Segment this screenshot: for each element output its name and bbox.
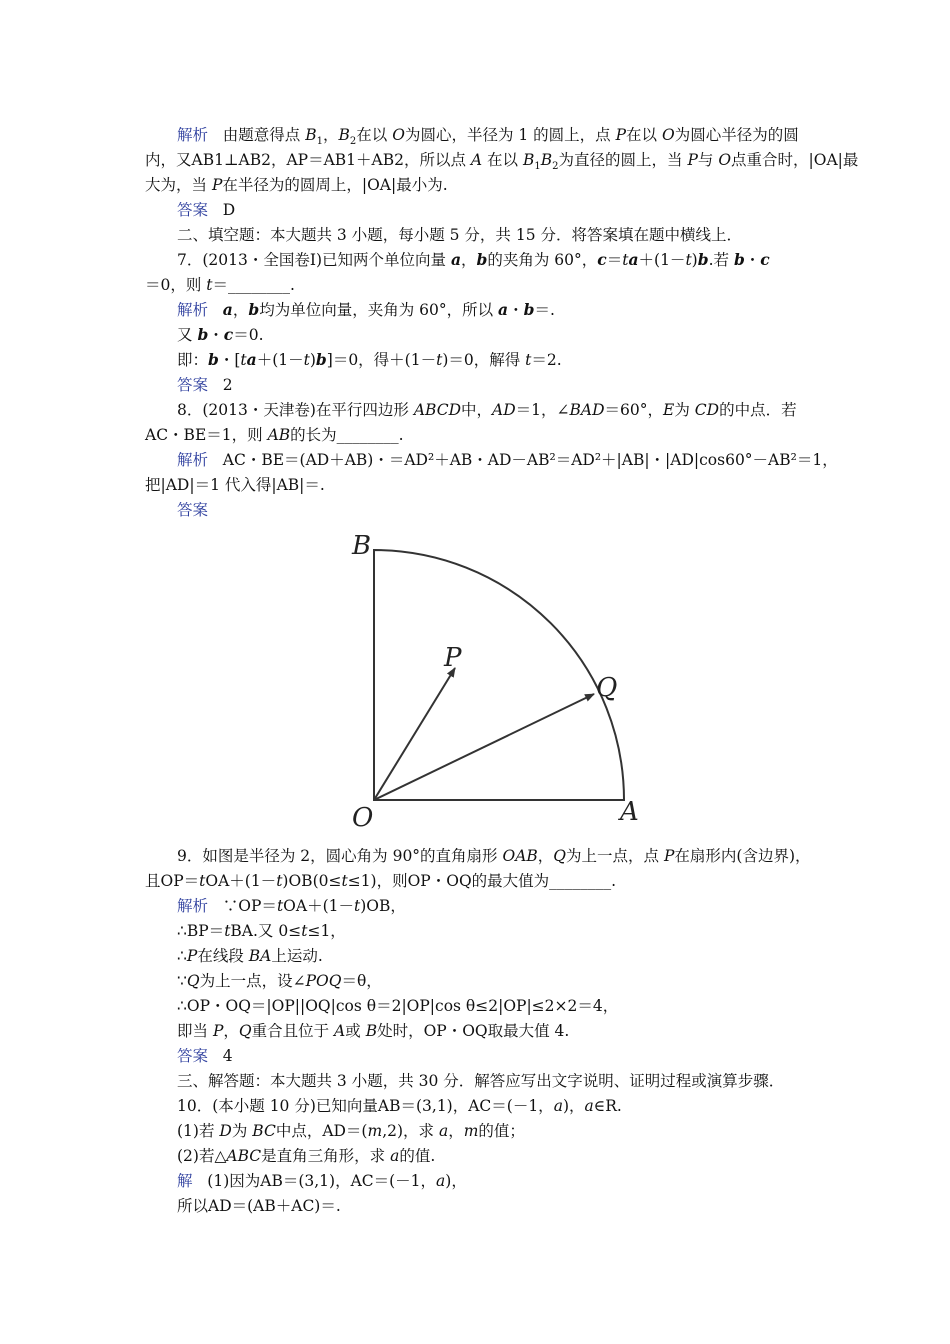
section-2-heading: 二、填空题：本大题共 3 小题，每小题 5 分，共 15 分．将答案填在题中横线上． — [177, 226, 743, 244]
solution-9-line-6: 即当 P，Q重合且位于 A或 B处时，OP・OQ取最大值 4. — [177, 1022, 570, 1040]
label-o: O — [352, 803, 374, 833]
answer-label: 答案 — [177, 501, 209, 519]
label-q: Q — [596, 673, 618, 703]
label-a: A — [620, 797, 639, 827]
analysis-label: 解析 — [177, 897, 209, 915]
solution-9-line-3: ∴P在线段 BA上运动. — [177, 947, 323, 965]
question-7-line-2: ＝0，则 t＝________. — [145, 276, 295, 294]
answer-8 — [177, 500, 208, 520]
question-9-line-1: 9．如图是半径为 2，圆心角为 90°的直角扇形 OAB，Q为上一点，点 P在扇形内(含边界)， — [177, 847, 811, 865]
solution-10-line-2: 所以AD＝(AB＋AC)＝. — [177, 1197, 341, 1215]
question-10-line-3: (2)若△ABC是直角三角形，求 a的值. — [177, 1147, 436, 1165]
analysis-label: 解析 — [177, 301, 209, 319]
answer-7: 答案 2 — [177, 376, 233, 394]
sector-figure — [340, 528, 650, 833]
answer-label: 答案 — [177, 1047, 209, 1065]
solution-label: 解 — [177, 1172, 193, 1190]
label-p: P — [444, 643, 462, 673]
analysis-label: 解析 — [177, 126, 209, 144]
solution-9-line-2: ∴BP＝tBA.又 0≤t≤1， — [177, 922, 346, 940]
solution-7-line-3: 即：b・[ta＋(1－t)b]＝0，得＋(1－t)＝0，解得 t＝2. — [177, 350, 562, 369]
question-9-line-2: 且OP＝tOA＋(1－t)OB(0≤t≤1)，则OP・OQ的最大值为________. — [145, 872, 617, 890]
question-10-line-1: 10．(本小题 10 分)已知向量AB＝(3,1)，AC＝(－1，a)，a∈R. — [177, 1097, 622, 1115]
sector-outline — [374, 550, 624, 800]
answer-label: 答案 — [177, 376, 209, 394]
solution-6-line-1: 解析 由题意得点 $B_1$，$B_2$在以 O为圆心，半径为 1 的圆上，点 P在以 O为圆心半径为的圆 — [177, 126, 799, 148]
solution-6-line-3: 大为，当 P在半径为的圆周上，|OA|最小为. — [145, 176, 448, 194]
solution-8-line-2: 把|AD|＝1 代入得|AB|＝. — [145, 476, 325, 494]
label-b: B — [352, 531, 372, 561]
question-10-line-2: (1)若 D为 BC中点，AD＝(m,2)，求 a，m的值； — [177, 1122, 525, 1140]
solution-6-line-2: 内，又AB1⊥AB2，AP＝AB1＋AB2，所以点 A 在以 $B_1B_2$为直径的圆上，当 P与 O点重合时，|OA|最 — [145, 151, 859, 173]
question-7-line-1: 7．(2013・全国卷Ⅰ)已知两个单位向量 a，b的夹角为 60°，c＝ta＋(1－t)b.若 b・c — [177, 250, 770, 269]
solution-9-line-1: 解析 ∵OP＝tOA＋(1－t)OB， — [177, 897, 406, 915]
answer-label: 答案 — [177, 201, 209, 219]
solution-9-line-4: ∵Q为上一点，设∠POQ＝θ， — [177, 972, 382, 990]
solution-9-line-5: ∴OP・OQ＝|OP||OQ|cos θ＝2|OP|cos θ≤2|OP|≤2×2＝4， — [177, 997, 619, 1015]
answer-6: 答案 D — [177, 201, 236, 219]
solution-8-line-1: 解析 AC・BE＝(AD＋AB)・＝AD²＋AB・AD－AB²＝AD²＋|AB|・|AD|cos60°－AB²＝1， — [177, 451, 838, 469]
answer-9: 答案 4 — [177, 1047, 233, 1065]
solution-10-line-1: 解 (1)因为AB＝(3,1)，AC＝(－1，a)， — [177, 1172, 467, 1190]
analysis-label: 解析 — [177, 451, 209, 469]
solution-7-line-2: 又 b・c＝0. — [177, 325, 264, 344]
question-8-line-2: AC・BE＝1，则 AB的长为________. — [145, 426, 404, 444]
section-3-heading: 三、解答题：本大题共 3 小题，共 30 分．解答应写出文字说明、证明过程或演算步骤． — [177, 1072, 785, 1090]
solution-7-line-1: 解析 a，b均为单位向量，夹角为 60°，所以 a・b＝. — [177, 300, 555, 319]
question-8-line-1: 8．(2013・天津卷)在平行四边形 ABCD中，AD＝1，∠BAD＝60°，E为 CD的中点．若 — [177, 401, 797, 419]
